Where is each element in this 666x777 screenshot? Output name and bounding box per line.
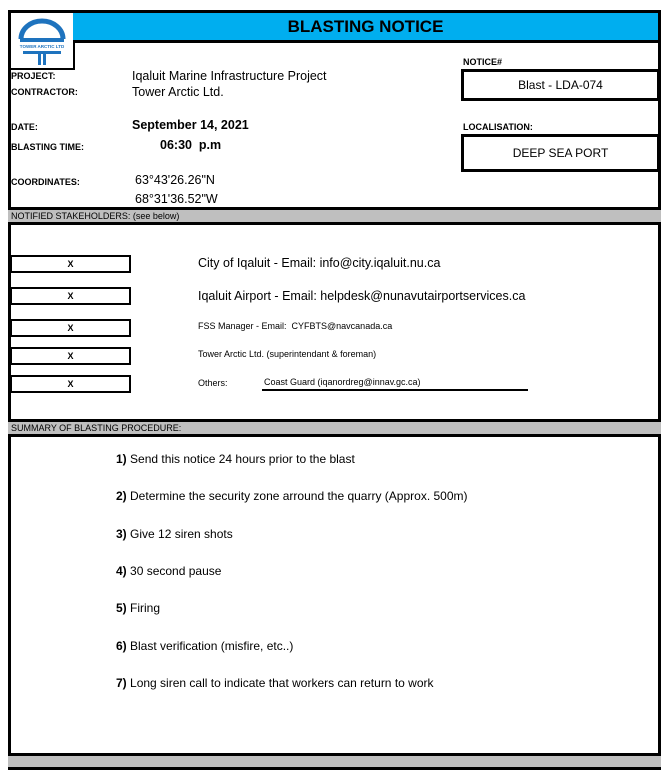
stakeholder-check[interactable]: X (10, 347, 131, 365)
svg-text:TOWER ARCTIC LTD: TOWER ARCTIC LTD (19, 44, 65, 49)
other-stakeholder-field[interactable]: Coast Guard (iqanordreg@innav.gc.ca) (262, 377, 528, 391)
procedure-header: SUMMARY OF BLASTING PROCEDURE: (8, 419, 661, 437)
stakeholder-check[interactable]: X (10, 319, 131, 337)
contractor-label: CONTRACTOR: (11, 87, 78, 97)
project-label: PROJECT: (11, 71, 56, 81)
contractor-value: Tower Arctic Ltd. (132, 85, 224, 99)
stakeholder-check[interactable]: X (10, 375, 131, 393)
stakeholder-text: Others: (198, 378, 228, 388)
stakeholder-check[interactable]: X (10, 287, 131, 305)
procedure-step: 3) Give 12 siren shots (116, 527, 233, 541)
longitude-value: 68°31'36.52"W (135, 192, 218, 206)
page-title: BLASTING NOTICE (73, 10, 658, 43)
notice-label: NOTICE# (463, 57, 503, 67)
date-label: DATE: (11, 122, 38, 132)
latitude-value: 63°43'26.26"N (135, 173, 215, 187)
date-value: September 14, 2021 (132, 118, 249, 132)
company-logo (8, 10, 75, 70)
footer-bar (8, 753, 661, 770)
procedure-step: 5) Firing (116, 601, 161, 615)
procedure-step: 6) Blast verification (misfire, etc..) (116, 639, 294, 653)
tower-arctic-logo-icon (11, 13, 73, 68)
localisation-label: LOCALISATION: (463, 122, 533, 132)
stakeholder-text: Iqaluit Airport - Email: helpdesk@nunavutairportservices.ca (198, 289, 526, 303)
time-value: 06:30 p.m (160, 138, 222, 152)
procedure-step: 1) Send this notice 24 hours prior to the blast (116, 452, 355, 466)
localisation-value: DEEP SEA PORT (461, 134, 660, 172)
stakeholder-check[interactable]: X (10, 255, 131, 273)
stakeholders-header: NOTIFIED STAKEHOLDERS: (see below) (8, 207, 661, 225)
coordinates-label: COORDINATES: (11, 177, 80, 187)
procedure-step: 7) Long siren call to indicate that workers can return to work (116, 676, 434, 690)
procedure-step: 2) Determine the security zone arround the quarry (Approx. 500m) (116, 489, 468, 503)
stakeholder-text: City of Iqaluit - Email: info@city.iqaluit.nu.ca (198, 256, 441, 270)
stakeholder-text: Tower Arctic Ltd. (superintendant & foreman) (198, 349, 377, 359)
notice-number: Blast - LDA-074 (461, 69, 660, 101)
project-value: Iqaluit Marine Infrastructure Project (132, 69, 327, 83)
time-label: BLASTING TIME: (11, 142, 84, 152)
stakeholder-text: FSS Manager - Email: CYFBTS@navcanada.ca (198, 321, 393, 331)
procedure-step: 4) 30 second pause (116, 564, 222, 578)
